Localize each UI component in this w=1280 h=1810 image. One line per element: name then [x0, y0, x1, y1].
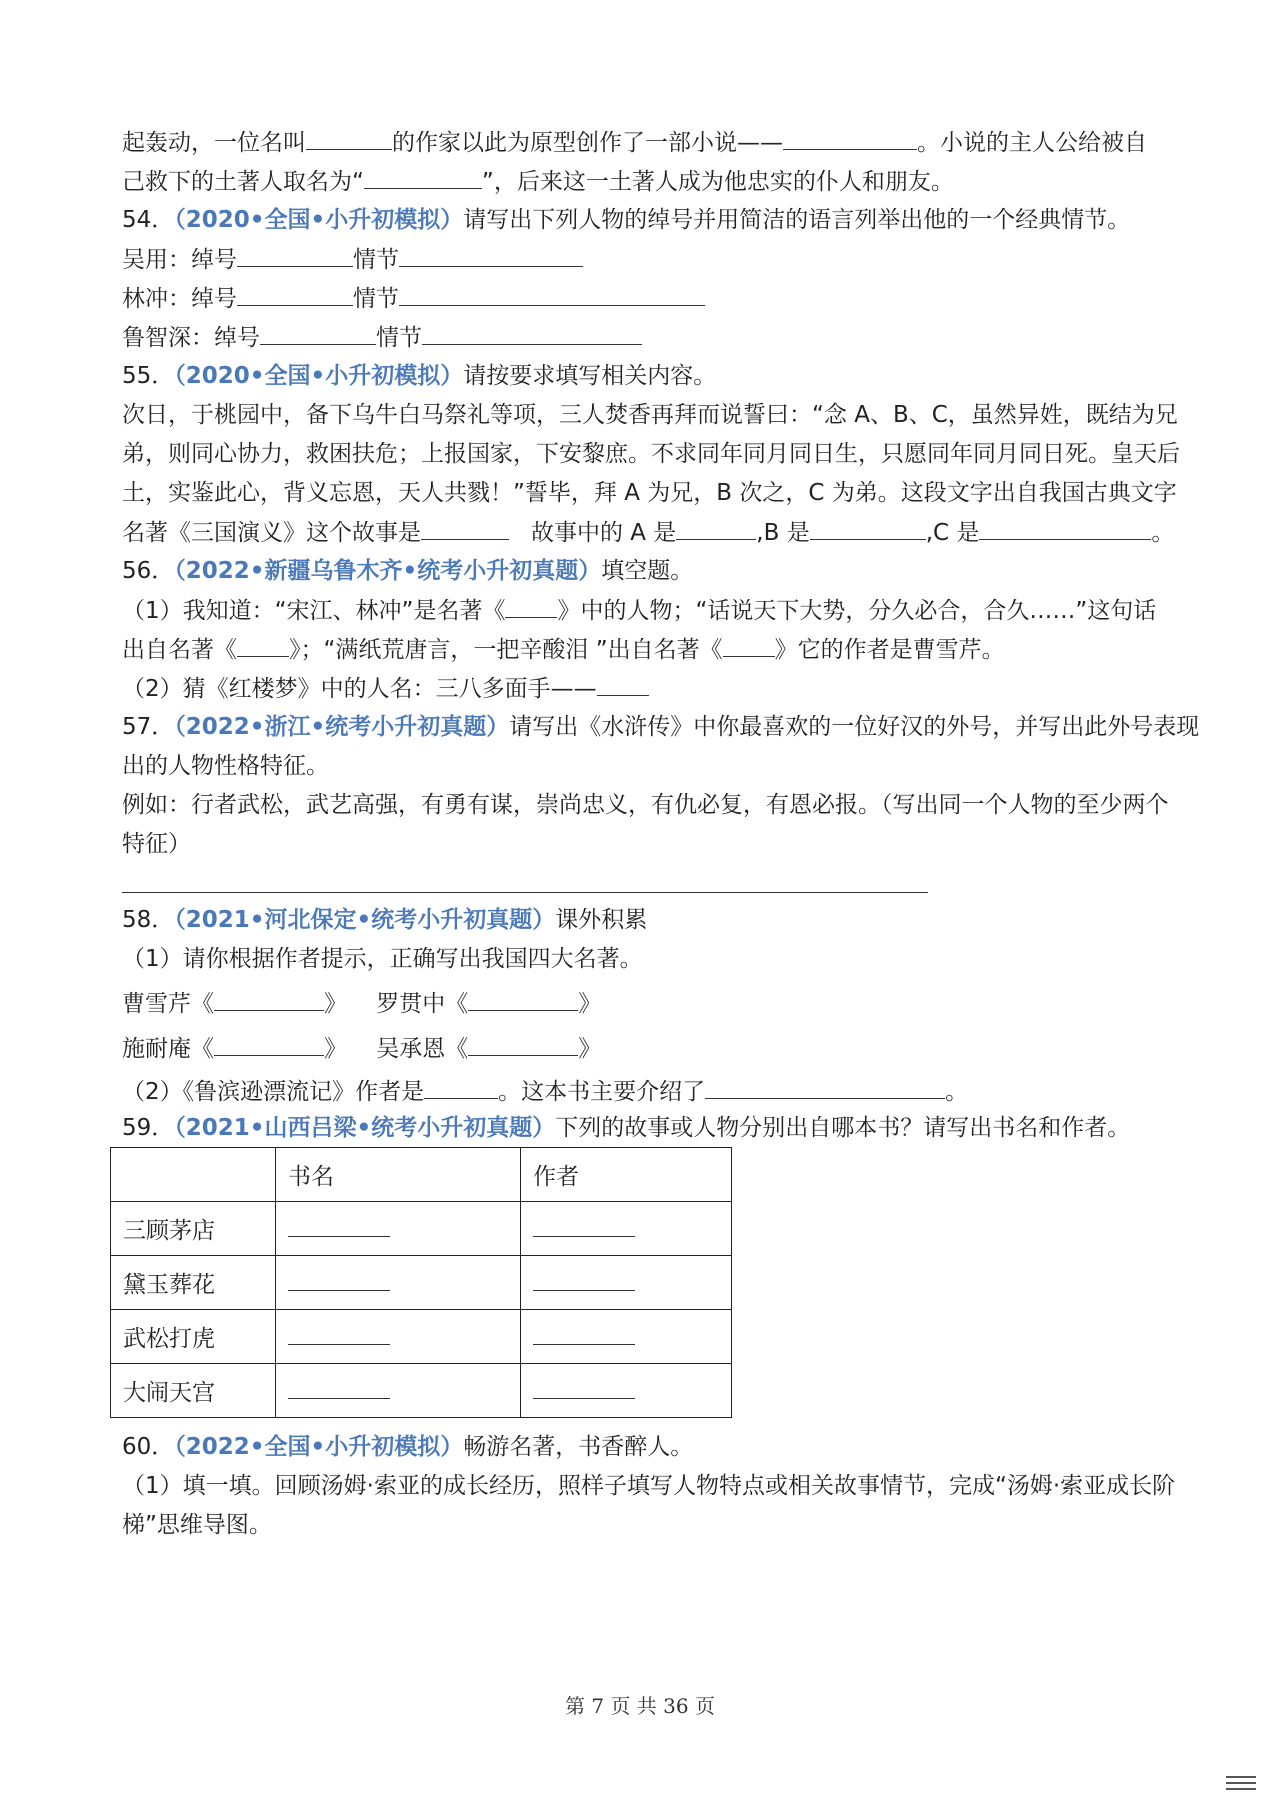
- row-label: 武松打虎: [111, 1310, 276, 1364]
- column-header-author: 作者: [521, 1148, 732, 1202]
- q54-row-luzhishen: 鲁智深：绰号 情节: [122, 322, 1182, 353]
- blank[interactable]: [424, 1076, 498, 1099]
- column-header-book: 书名: [276, 1148, 521, 1202]
- table-cell[interactable]: [276, 1256, 521, 1310]
- q60-header: 60．（2022•全国•小升初模拟）畅游名著，书香醉人。: [122, 1434, 694, 1460]
- q57-example-cont: 特征）: [122, 831, 191, 857]
- q60-sub-1-cont: 梯”思维导图。: [122, 1512, 272, 1538]
- blank[interactable]: [237, 244, 353, 267]
- blank[interactable]: [468, 988, 578, 1011]
- blank[interactable]: [533, 1214, 635, 1237]
- blank[interactable]: [533, 1322, 635, 1345]
- blank[interactable]: [505, 595, 557, 618]
- table-row: [111, 1310, 732, 1364]
- q53-line-1: 起轰动，一位名叫 的作家以此为原型创作了一部小说—— 。小说的主人公给被自: [122, 127, 1182, 158]
- blank[interactable]: [399, 244, 583, 267]
- blank[interactable]: [364, 166, 482, 189]
- q55-para-3: 土，实鉴此心，背义忘恩，天人共戮！”誓毕，拜 A 为兄，B 次之，C 为弟。这段文字出自我国古典文字: [122, 480, 1177, 506]
- blank[interactable]: [399, 283, 705, 306]
- blank[interactable]: [288, 1376, 390, 1399]
- q55-header: 55．（2020•全国•小升初模拟）请按要求填写相关内容。: [122, 363, 717, 389]
- q57-header: 57．（2022•浙江•统考小升初真题）请写出《水浒传》中你最喜欢的一位好汉的外号，并写出此外号表现: [122, 714, 1200, 740]
- blank[interactable]: [288, 1322, 390, 1345]
- q54-row-wuyong: 吴用：绰号 情节: [122, 244, 1182, 275]
- q54-header: 54．（2020•全国•小升初模拟）请写出下列人物的绰号并用简洁的语言列举出他的一个经典情节。: [122, 207, 1131, 233]
- blank[interactable]: [810, 517, 926, 540]
- table-cell[interactable]: [521, 1310, 732, 1364]
- blank[interactable]: [288, 1214, 390, 1237]
- q58-sub-2: （2）《鲁滨逊漂流记》作者是 。这本书主要介绍了 。: [122, 1076, 1182, 1107]
- q54-row-linchong: 林冲：绰号 情节: [122, 283, 1182, 314]
- hamburger-menu-icon[interactable]: [1226, 1776, 1256, 1796]
- q60-sub-1: （1）填一填。回顾汤姆·索亚的成长经历，照样子填写人物特点或相关故事情节，完成“汤姆·索亚成长阶: [122, 1473, 1176, 1499]
- page-number: 第 7 页 共 36 页: [565, 1694, 715, 1718]
- blank[interactable]: [306, 127, 392, 150]
- blank[interactable]: [533, 1268, 635, 1291]
- blank[interactable]: [676, 517, 756, 540]
- table-cell: [111, 1148, 276, 1202]
- table-cell[interactable]: [521, 1364, 732, 1418]
- blank[interactable]: [214, 988, 324, 1011]
- blank[interactable]: [214, 1033, 324, 1056]
- row-label: 大闹天宫: [111, 1364, 276, 1418]
- blank[interactable]: [783, 127, 917, 150]
- q58-authors-row-2: 施耐庵《 》 吴承恩《 》: [122, 1033, 1182, 1064]
- q57-line-2: 出的人物性格特征。: [122, 753, 329, 779]
- blank[interactable]: [237, 634, 289, 657]
- blank[interactable]: [237, 283, 353, 306]
- table-cell[interactable]: [521, 1256, 732, 1310]
- q59-header: 59．（2021•山西吕梁•统考小升初真题）下列的故事或人物分别出自哪本书？请写出书名和作者。: [122, 1115, 1131, 1141]
- q55-para-4: 名著《三国演义》这个故事是 故事中的 A 是 ,B 是 ,C 是 。: [122, 517, 1182, 548]
- blank[interactable]: [723, 634, 775, 657]
- q53-line-2: 己救下的土著人取名为“ ”，后来这一土著人成为他忠实的仆人和朋友。: [122, 166, 1182, 197]
- table-header-row: [111, 1148, 732, 1202]
- blank[interactable]: [288, 1268, 390, 1291]
- table-cell[interactable]: [521, 1202, 732, 1256]
- q57-example: 例如：行者武松，武艺高强，有勇有谋，崇尚忠义，有仇必复，有恩必报。（写出同一个人物的至少两个: [122, 792, 1169, 818]
- table-row: [111, 1364, 732, 1418]
- q59-table: [110, 1147, 732, 1418]
- row-label: 黛玉葬花: [111, 1256, 276, 1310]
- row-label: 三顾茅店: [111, 1202, 276, 1256]
- table-cell[interactable]: [276, 1364, 521, 1418]
- q55-para-1: 次日，于桃园中，备下乌牛白马祭礼等项，三人焚香再拜而说誓曰：“念 A、B、C，虽然异姓，既结为兄: [122, 402, 1178, 428]
- table-row: [111, 1256, 732, 1310]
- blank[interactable]: [597, 673, 649, 696]
- q56-sub-1: （1）我知道：“宋江、林冲”是名著《 》中的人物；“话说天下大势，分久必合，合久……”这句话: [122, 595, 1182, 626]
- blank[interactable]: [468, 1033, 578, 1056]
- q57-answer-line[interactable]: [122, 892, 928, 893]
- q58-header: 58．（2021•河北保定•统考小升初真题）课外积累: [122, 907, 648, 933]
- q56-header: 56．（2022•新疆乌鲁木齐•统考小升初真题）填空题。: [122, 558, 694, 584]
- blank[interactable]: [421, 517, 509, 540]
- table-row: [111, 1202, 732, 1256]
- q55-para-2: 弟，则同心协力，救困扶危；上报国家，下安黎庶。不求同年同月同日生，只愿同年同月同日死。皇天后: [122, 441, 1180, 467]
- table-cell[interactable]: [276, 1310, 521, 1364]
- blank[interactable]: [705, 1076, 945, 1099]
- blank[interactable]: [260, 322, 376, 345]
- blank[interactable]: [979, 517, 1151, 540]
- q56-sub-1-cont: 出自名著《 》；“满纸荒唐言，一把辛酸泪 ”出自名著《 》它的作者是曹雪芹。: [122, 634, 1182, 665]
- q58-sub-1: （1）请你根据作者提示，正确写出我国四大名著。: [122, 946, 643, 972]
- blank[interactable]: [422, 322, 642, 345]
- blank[interactable]: [533, 1376, 635, 1399]
- q56-sub-2: （2）猜《红楼梦》中的人名：三八多面手——: [122, 673, 1182, 704]
- q58-authors-row-1: 曹雪芹《 》 罗贯中《 》: [122, 988, 1182, 1019]
- table-cell[interactable]: [276, 1202, 521, 1256]
